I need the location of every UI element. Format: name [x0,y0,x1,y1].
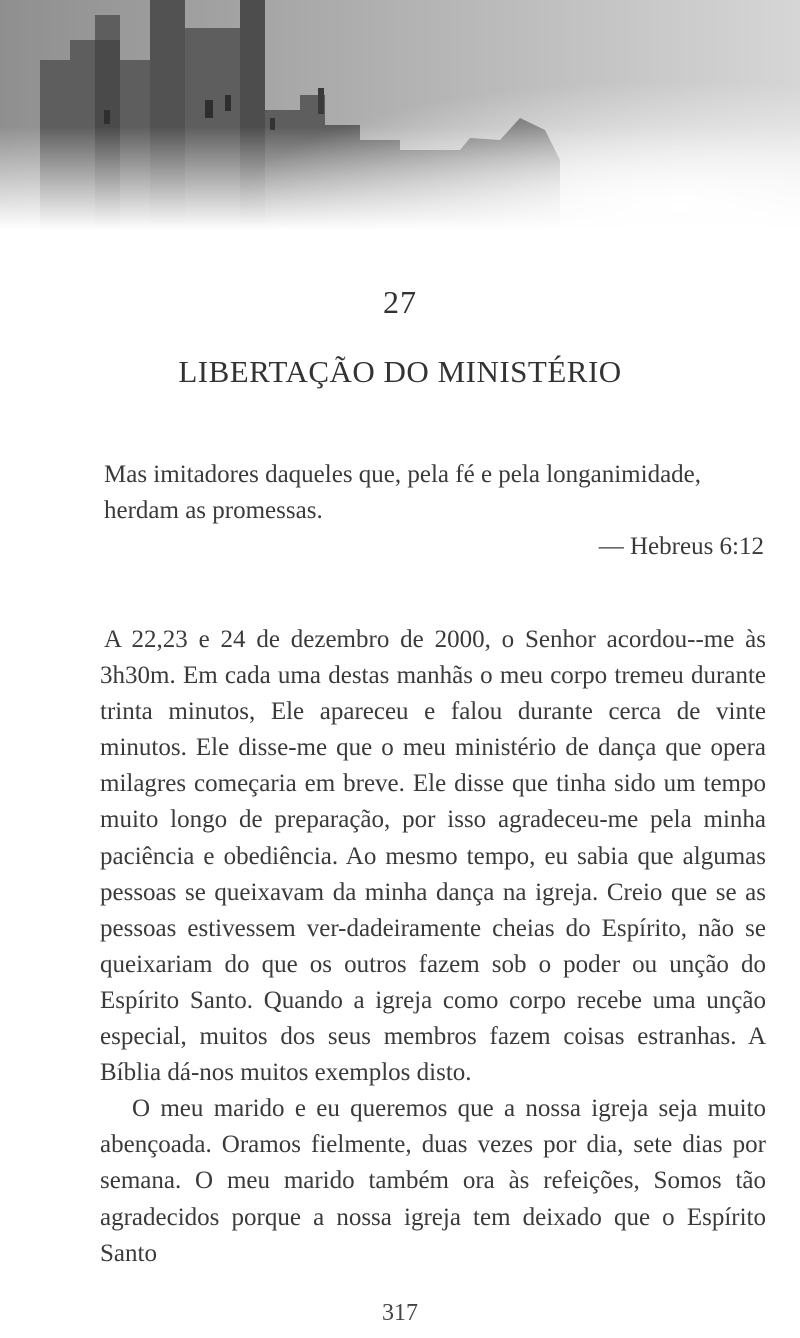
epigraph-quote: Mas imitadores daqueles que, pela fé e pela longanimidade, herdam as promessas. [104,461,702,524]
chapter-number: 27 [383,284,417,320]
paragraph: O meu marido e eu queremos que a nossa igreja seja muito abençoada. Oramos fielmente, duas vezes por dia, sete dias por semana. O meu marido também ora às refeições, Somos tão agradecidos porque a nossa igreja tem deixado que o Espírito Santo [100,1095,766,1267]
body-text [100,622,766,1272]
epigraph-source: — Hebreus 6:12 [598,533,764,560]
castle-header-illustration [0,0,800,230]
paragraph: A 22,23 e 24 de dezembro de 2000, o Senhor acordou--me às 3h30m. Em cada uma destas manhãs o meu corpo tremeu durante trinta minutos, Ele apareceu e falou durante cerca de vinte minutos. Ele disse-me que o meu ministério de dança que opera milagres começaria em breve. Ele disse que tinha sido um tempo muito longo de preparação, por isso agradeceu-me pela minha paciência e obediência. Ao mesmo tempo, eu sabia que algumas pessoas se queixavam da minha dança na igreja. Creio que se as pessoas estivessem ver-dadeiramente cheias do Espírito, não se queixariam do que os outros fazem sob o poder ou unção do Espírito Santo. Quando a igreja como corpo recebe uma unção especial, muitos dos seus membros fazem coisas estranhas. A Bíblia dá-nos muitos exemplos disto. [100,626,766,1087]
chapter-title: LIBERTAÇÃO DO MINISTÉRIO [178,354,622,389]
page-number: 317 [382,1300,418,1326]
